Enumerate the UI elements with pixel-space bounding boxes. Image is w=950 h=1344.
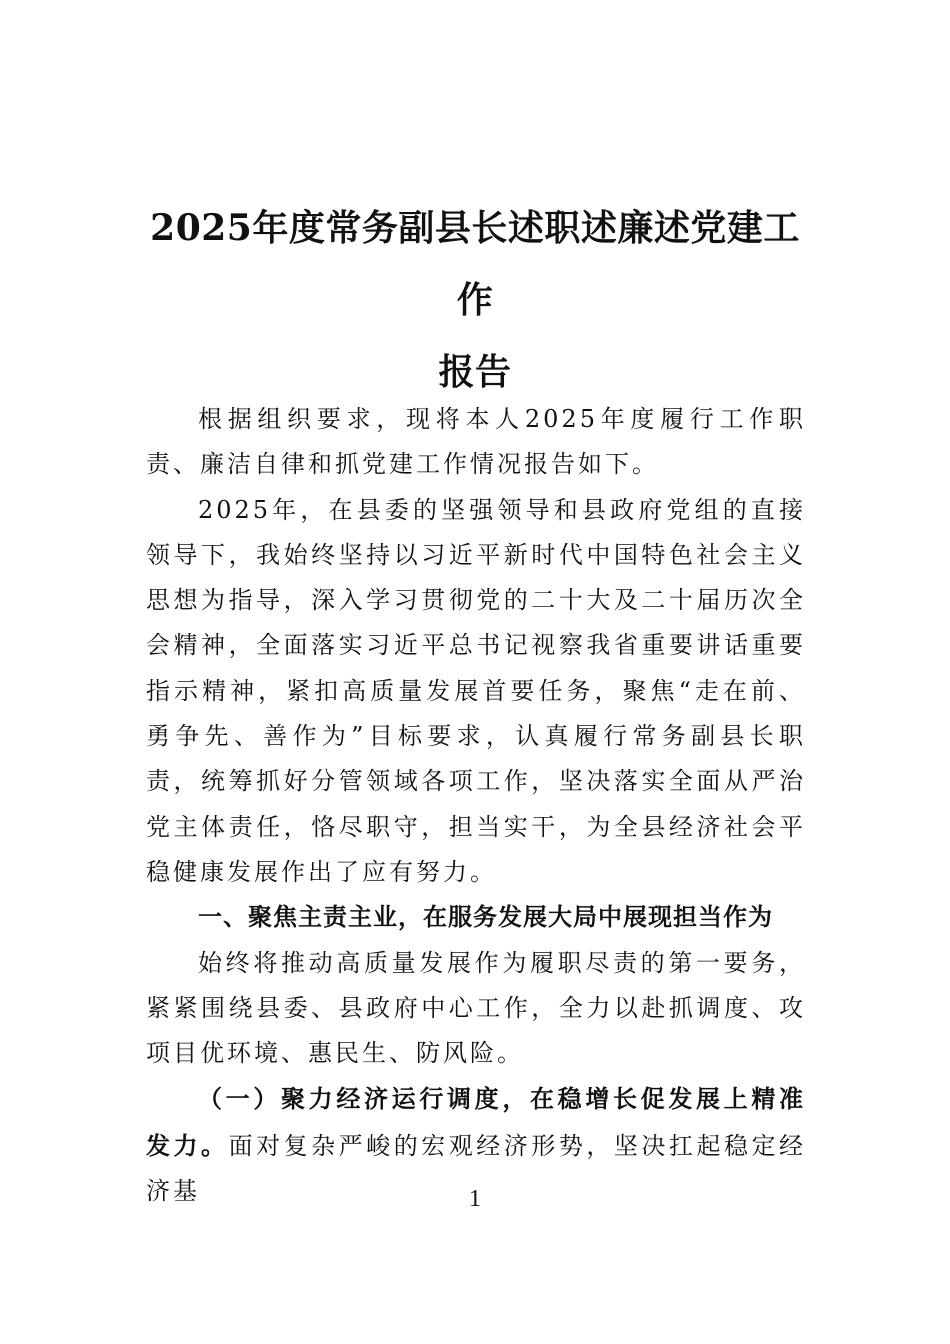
title-line-2: 报告 (438, 351, 512, 393)
overview-paragraph: 2025年，在县委的坚强领导和县政府党组的直接领导下，我始终坚持以习近平新时代中国特色社会主义思想为指导，深入学习贯彻党的二十大及二十届历次全会精神，全面落实习近平总书记视察我省重要讲话重要指示精神，紧扣高质量发展首要任务，聚焦“走在前、勇争先、善作为”目标要求，认真履行常务副县长职责，统筹抓好分管领域各项工作，坚决落实全面从严治党主体责任，恪尽职守，担当实干，为全县经济社会平稳健康发展作出了应有努力。 (146, 495, 806, 886)
title-line-1: 2025年度常务副县长述职述廉述党建工作 (150, 207, 800, 321)
intro-paragraph: 根据组织要求，现将本人2025年度履行工作职责、廉洁自律和抓党建工作情况报告如下。 (146, 405, 806, 479)
document-body (146, 397, 806, 1214)
document-title (140, 192, 810, 408)
page-number: 1 (469, 1186, 481, 1212)
subsection-text: 面对复杂严峻的宏观经济形势，坚决扛起稳定经济基 (146, 1131, 807, 1206)
section-paragraph: 始终将推动高质量发展作为履职尽责的第一要务，紧紧围绕县委、县政府中心工作，全力以赴抓调度、攻项目优环境、惠民生、防风险。 (146, 948, 806, 1068)
section-heading: 一、聚焦主责主业，在服务发展大局中展现担当作为 (198, 903, 773, 932)
subsection-heading: （一）聚力经济运行调度，在稳增长促发展上精准发力。 (146, 1084, 806, 1160)
